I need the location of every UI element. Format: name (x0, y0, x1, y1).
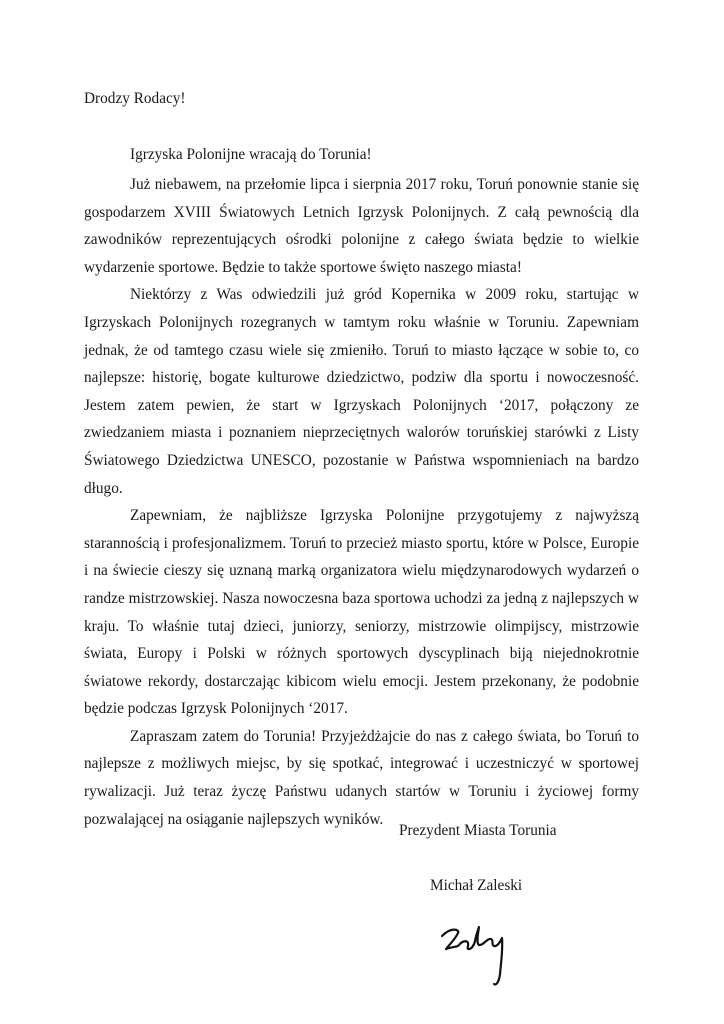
intro-line: Igrzyska Polonijne wracają do Torunia! (130, 146, 372, 163)
greeting: Drodzy Rodacy! (84, 90, 186, 107)
paragraph-1: Już niebawem, na przełomie lipca i sierpnia 2017 roku, Toruń ponownie stanie się gospodarzem XVIII Światowych Letnich Igrzysk Polonijnych. Z całą pewnością dla zawodników reprezentujących ośrodki polonijne z całego świata będzie to wielkie wydarzenie sportowe. Będzie to także sportowe święto naszego miasta! (84, 176, 639, 276)
paragraph-3: Zapewniam, że najbliższe Igrzyska Polonijne przygotujemy z najwyższą starannością i profesjonalizmem. Toruń to przecież miasto sportu, które w Polsce, Europie i na świecie cieszy się uznaną marką organizatora wielu międzynarodowych wydarzeń o randze mistrzowskiej. Nasza nowoczesna baza sportowa uchodzi za jedną z najlepszych w kraju. To właśnie tutaj dzieci, juniorzy, seniorzy, mistrzowie olimpijscy, mistrzowie świata, Europy i Polski w różnych sportowych dyscyplinach biją niejednokrotnie światowe rekordy, dostarczając kibicom wielu emocji. Jestem przekonany, że podobnie będzie podczas Igrzysk Polonijnych ‘2017. (84, 507, 639, 718)
signature-name: Michał Zaleski (430, 877, 523, 894)
paragraph-2: Niektórzy z Was odwiedzili już gród Kopernika w 2009 roku, startując w Igrzyskach Polonijnych rozegranych w tamtym roku właśnie w Toruniu. Zapewniam jednak, że od tamtego czasu wiele się zmieniło. Toruń to miasto łączące w sobie to, co najlepsze: historię, bogate kulturowe dziedzictwo, podziw dla sportu i nowoczesność. Jestem zatem pewien, że start w Igrzyskach Polonijnych ‘2017, połączony ze zwiedzaniem miasta i poznaniem nieprzeciętnych walorów toruńskiej starówki z Listy Światowego Dziedzictwa UNESCO, pozostanie w Państwa wspomnieniach na bardzo długo. (84, 286, 639, 497)
handwritten-signature (436, 918, 518, 988)
signature-title: Prezydent Miasta Torunia (399, 822, 557, 839)
letter-body (84, 171, 639, 833)
paragraph-4: Zapraszam zatem do Torunia! Przyjeżdżajcie do nas z całego świata, bo Toruń to najlepsze z możliwych miejsc, by się spotkać, integrować i uczestniczyć w sportowej rywalizacji. Już teraz życzę Państwu udanych startów w Toruniu i życiowej formy pozwalającej na osiąganie najlepszych wyników. (84, 727, 639, 828)
